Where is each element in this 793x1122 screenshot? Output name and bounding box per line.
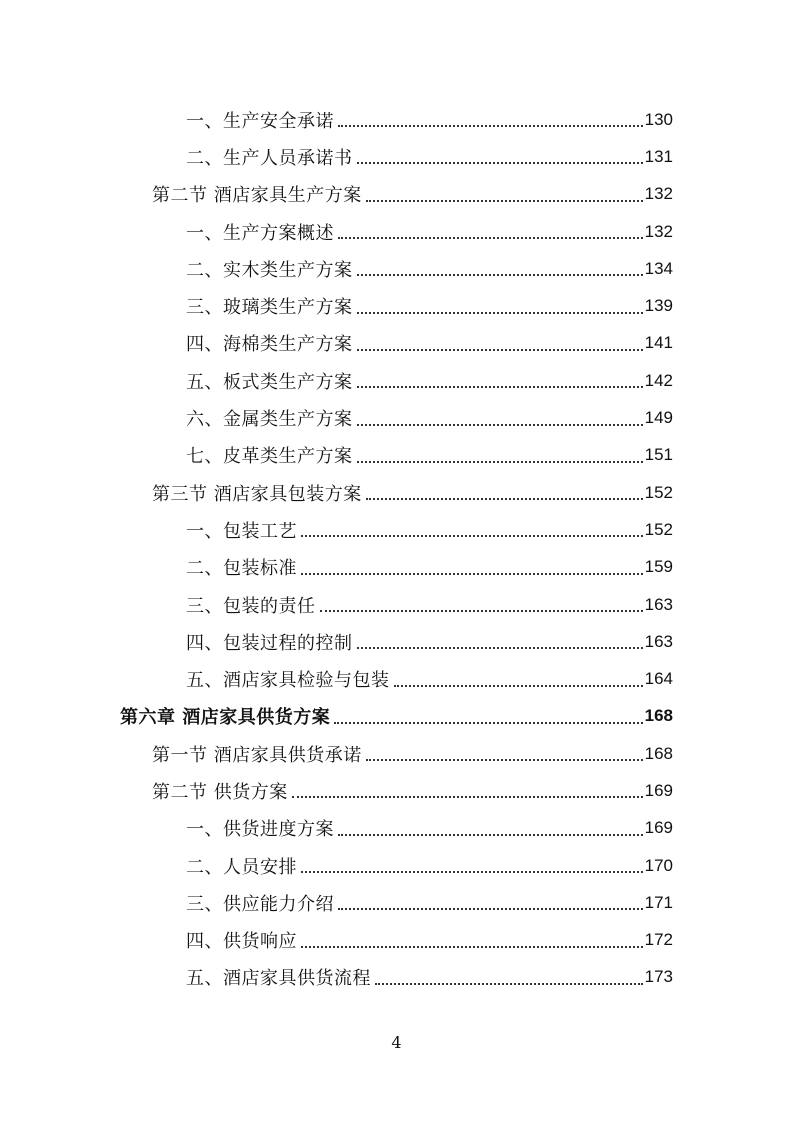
toc-entry-title: 一、供货进度方案 xyxy=(186,819,334,841)
toc-entry-page: 134 xyxy=(644,258,673,278)
toc-entry-page: 141 xyxy=(644,333,673,353)
toc-entry-page: 173 xyxy=(644,967,673,987)
dot-leader xyxy=(292,795,643,798)
dot-leader xyxy=(357,423,643,426)
toc-chapter-entry[interactable] xyxy=(0,698,673,735)
dot-leader xyxy=(366,497,643,500)
dot-leader xyxy=(357,385,643,388)
dot-leader xyxy=(357,311,643,314)
dot-leader xyxy=(320,609,643,612)
toc-entry[interactable] xyxy=(0,810,673,847)
toc-entry[interactable] xyxy=(0,250,673,287)
dot-leader xyxy=(338,124,643,127)
toc-entry[interactable] xyxy=(0,362,673,399)
dot-leader xyxy=(338,833,643,836)
dot-leader xyxy=(301,534,643,537)
toc-entry-page: 164 xyxy=(644,669,673,689)
dot-leader xyxy=(366,758,643,761)
toc-entry-title: 二、生产人员承诺书 xyxy=(186,147,353,169)
toc-entry[interactable] xyxy=(0,549,673,586)
dot-leader xyxy=(366,199,643,202)
dot-leader xyxy=(338,236,643,239)
toc-entry-page: 159 xyxy=(644,557,673,577)
dot-leader xyxy=(357,161,643,164)
toc-entry[interactable] xyxy=(0,511,673,548)
toc-entry-page: 171 xyxy=(644,892,673,912)
toc-entry-title: 四、海棉类生产方案 xyxy=(186,334,353,356)
toc-entry-page: 131 xyxy=(644,146,673,166)
toc-entry-title: 一、包装工艺 xyxy=(186,520,297,542)
dot-leader xyxy=(375,982,643,985)
toc-entry[interactable] xyxy=(0,437,673,474)
toc-entry[interactable] xyxy=(0,847,673,884)
dot-leader xyxy=(394,684,643,687)
toc-entry-title: 四、包装过程的控制 xyxy=(186,632,353,654)
toc-entry-page: 168 xyxy=(644,743,673,763)
toc-entry-title: 第三节 酒店家具包装方案 xyxy=(152,483,362,505)
toc-entry-title: 第二节 酒店家具生产方案 xyxy=(152,185,362,207)
toc-entry[interactable] xyxy=(0,623,673,660)
toc-entry[interactable] xyxy=(0,213,673,250)
toc-entry-page: 170 xyxy=(644,855,673,875)
toc-entry[interactable] xyxy=(0,735,673,772)
toc-entry-title: 二、实木类生产方案 xyxy=(186,259,353,281)
toc-entry-page: 130 xyxy=(644,109,673,129)
toc-entry[interactable] xyxy=(0,772,673,809)
toc-entry[interactable] xyxy=(0,325,673,362)
toc-entry-title: 三、玻璃类生产方案 xyxy=(186,297,353,319)
dot-leader xyxy=(301,945,643,948)
toc-entry-page: 168 xyxy=(644,706,673,726)
toc-entry-page: 151 xyxy=(644,445,673,465)
toc-entry-page: 163 xyxy=(644,631,673,651)
toc-entry[interactable] xyxy=(0,922,673,959)
toc-entry[interactable] xyxy=(0,660,673,697)
toc-entry-page: 169 xyxy=(644,818,673,838)
toc-entry-page: 132 xyxy=(644,184,673,204)
dot-leader xyxy=(357,460,643,463)
toc-entry-title: 第六章 酒店家具供货方案 xyxy=(120,707,331,729)
dot-leader xyxy=(301,870,643,873)
toc-entry-page: 149 xyxy=(644,408,673,428)
toc-entry-page: 132 xyxy=(644,221,673,241)
toc-entry[interactable] xyxy=(0,101,673,138)
toc-entry-title: 二、包装标准 xyxy=(186,558,297,580)
page-number: 4 xyxy=(391,1033,402,1052)
toc-entry-title: 三、包装的责任 xyxy=(186,595,316,617)
toc-entry-title: 第一节 酒店家具供货承诺 xyxy=(152,744,362,766)
toc-entry-page: 139 xyxy=(644,296,673,316)
toc-entry-title: 四、供货响应 xyxy=(186,931,297,953)
toc-entry-title: 五、酒店家具供货流程 xyxy=(186,968,371,990)
toc-entry-title: 二、人员安排 xyxy=(186,856,297,878)
dot-leader xyxy=(301,572,643,575)
toc-entry-page: 163 xyxy=(644,594,673,614)
toc-entry-page: 169 xyxy=(644,780,673,800)
toc-entry-title: 第二节 供货方案 xyxy=(152,781,288,803)
toc-entry-page: 152 xyxy=(644,519,673,539)
toc-entry[interactable] xyxy=(0,399,673,436)
toc-entry-title: 六、金属类生产方案 xyxy=(186,409,353,431)
dot-leader xyxy=(357,348,643,351)
table-of-contents xyxy=(0,101,793,996)
toc-entry[interactable] xyxy=(0,884,673,921)
toc-entry[interactable] xyxy=(0,176,673,213)
dot-leader xyxy=(357,273,643,276)
toc-entry[interactable] xyxy=(0,138,673,175)
toc-entry[interactable] xyxy=(0,586,673,623)
toc-entry-title: 三、供应能力介绍 xyxy=(186,893,334,915)
toc-entry-title: 五、酒店家具检验与包装 xyxy=(186,670,390,692)
toc-entry-page: 142 xyxy=(644,370,673,390)
dot-leader xyxy=(357,646,643,649)
toc-entry-title: 一、生产安全承诺 xyxy=(186,110,334,132)
toc-entry[interactable] xyxy=(0,474,673,511)
toc-entry-title: 五、板式类生产方案 xyxy=(186,371,353,393)
toc-entry[interactable] xyxy=(0,959,673,996)
toc-entry-title: 一、生产方案概述 xyxy=(186,222,334,244)
toc-entry-page: 152 xyxy=(644,482,673,502)
toc-entry-title: 七、皮革类生产方案 xyxy=(186,446,353,468)
dot-leader xyxy=(338,907,643,910)
toc-entry-page: 172 xyxy=(644,930,673,950)
toc-entry[interactable] xyxy=(0,287,673,324)
dot-leader xyxy=(334,721,642,724)
